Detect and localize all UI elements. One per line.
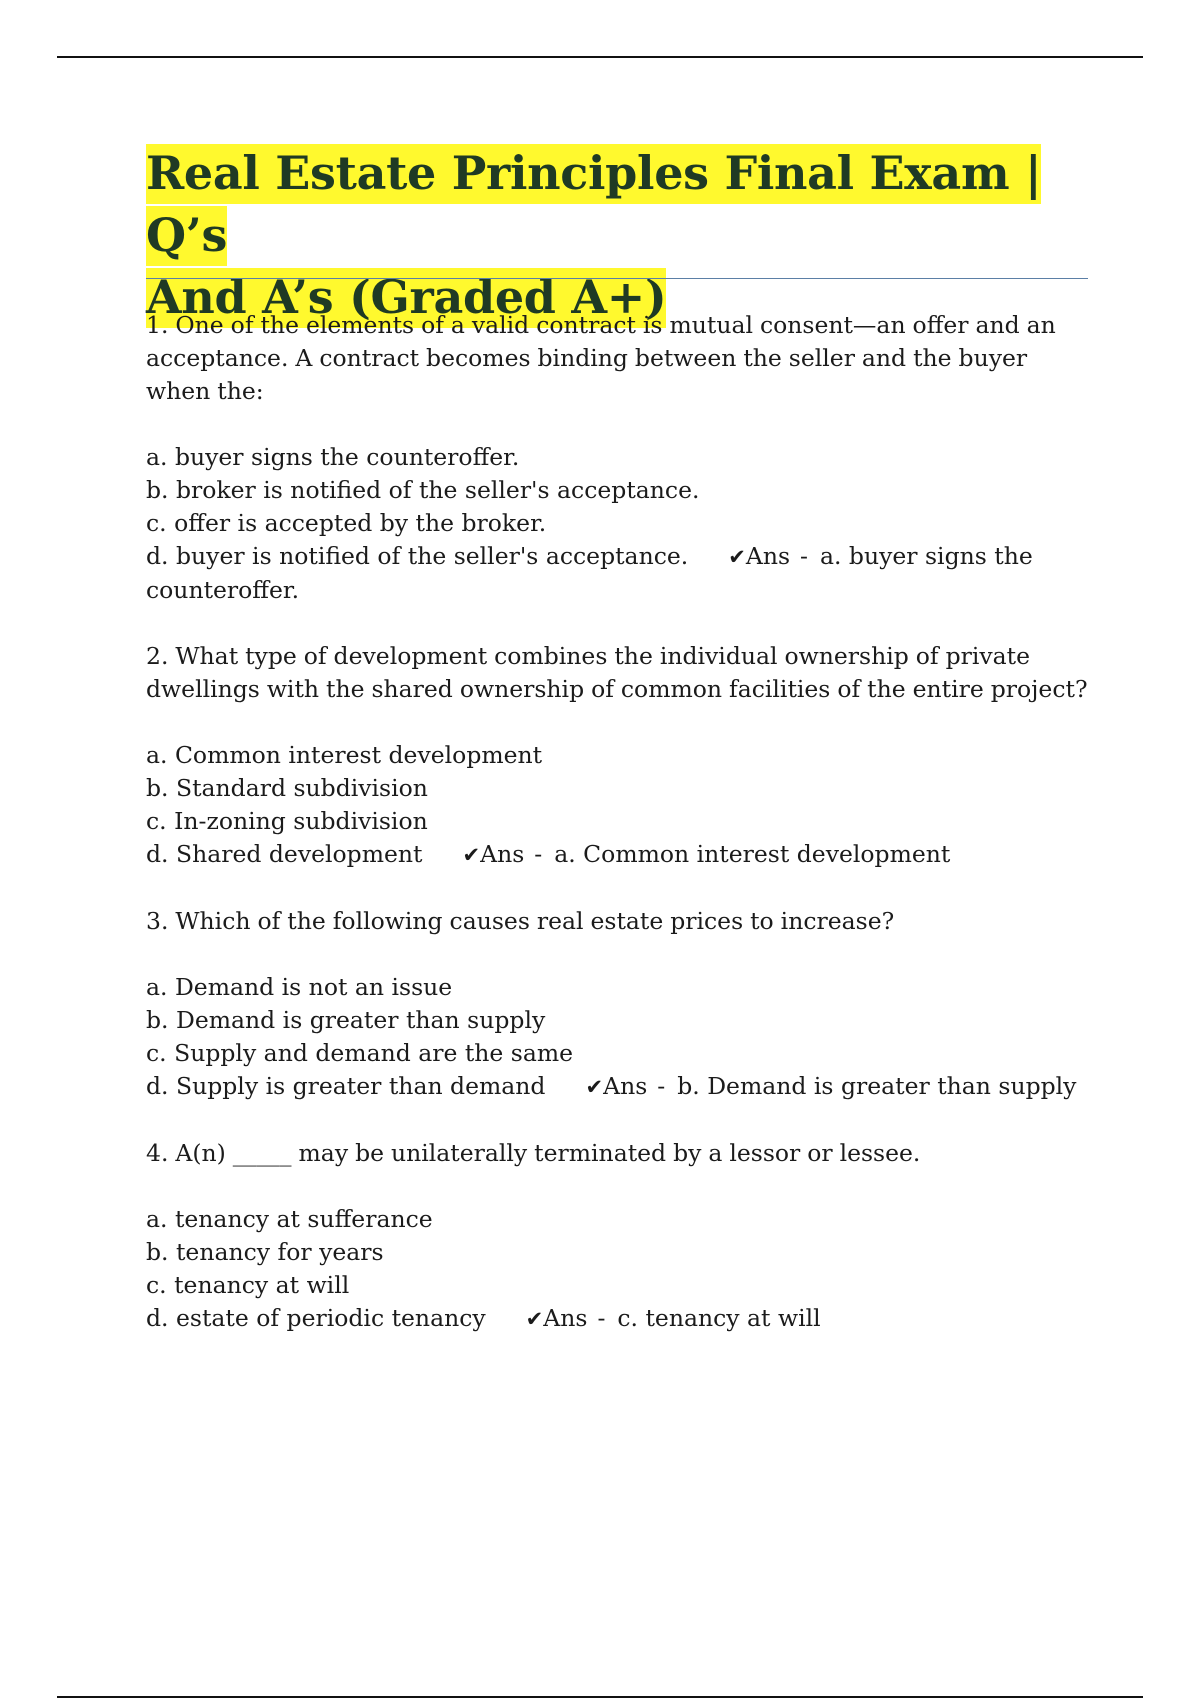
answer-dash: - (597, 1304, 606, 1332)
option-d-with-answer (146, 540, 1090, 607)
option-a: a. Common interest development (146, 741, 543, 769)
option-b: b. Demand is greater than supply (146, 1006, 546, 1034)
option-b: b. broker is notified of the seller's acceptance. (146, 476, 700, 504)
option-b: b. Standard subdivision (146, 774, 428, 802)
answer-dash: - (534, 840, 543, 868)
answer-text: a. buyer signs the counteroffer. (146, 542, 1033, 604)
question-text: 2. What type of development combines the individual ownership of private dwellings with the shared ownership of common facilities of the entire project? (146, 642, 1088, 703)
check-icon: ✔ (585, 1075, 604, 1099)
answer-text: b. Demand is greater than supply (677, 1072, 1077, 1100)
title-line-1: Real Estate Principles Final Exam | Q’s (146, 144, 1041, 266)
question-text: 1. One of the elements of a valid contract is mutual consent—an offer and an acceptance. A contract becomes binding between the seller and the buyer when the: (146, 311, 1056, 405)
answer-text: a. Common interest development (554, 840, 951, 868)
question-3 (146, 905, 1090, 1104)
option-b: b. tenancy for years (146, 1238, 384, 1266)
option-d: d. Supply is greater than demand (146, 1072, 546, 1100)
option-c: c. offer is accepted by the broker. (146, 509, 547, 537)
option-a: a. buyer signs the counteroffer. (146, 443, 520, 471)
option-a: a. tenancy at sufferance (146, 1205, 433, 1233)
answer-label: Ans (480, 840, 525, 868)
answer-label: Ans (603, 1072, 648, 1100)
answer-text: c. tenancy at will (617, 1304, 821, 1332)
page-top-rule (57, 56, 1143, 58)
question-text: 4. A(n) _____ may be unilaterally terminated by a lessor or lessee. (146, 1139, 921, 1167)
option-d: d. estate of periodic tenancy (146, 1304, 486, 1332)
title-underline (146, 278, 1088, 279)
option-c: c. tenancy at will (146, 1271, 350, 1299)
question-2 (146, 640, 1090, 872)
answer-dash: - (657, 1072, 666, 1100)
answer-dash: - (800, 542, 808, 570)
check-icon: ✔ (728, 545, 746, 569)
option-d: d. buyer is notified of the seller's acceptance. (146, 542, 689, 570)
question-list (146, 309, 1090, 1369)
option-c: c. In-zoning subdivision (146, 807, 428, 835)
page-bottom-rule (57, 1696, 1143, 1698)
option-d-with-answer (146, 838, 1090, 872)
question-1 (146, 309, 1090, 607)
title-block (146, 142, 1090, 328)
check-icon: ✔ (462, 843, 481, 867)
option-d: d. Shared development (146, 840, 423, 868)
question-4 (146, 1137, 1090, 1336)
check-icon: ✔ (525, 1307, 544, 1331)
option-c: c. Supply and demand are the same (146, 1039, 574, 1067)
question-text: 3. Which of the following causes real estate prices to increase? (146, 907, 895, 935)
option-d-with-answer (146, 1070, 1090, 1104)
title-line-2: And A’s (Graded A+) (146, 268, 666, 328)
answer-label: Ans (543, 1304, 588, 1332)
option-a: a. Demand is not an issue (146, 973, 453, 1001)
document-title (146, 142, 1090, 328)
option-d-with-answer (146, 1302, 1090, 1336)
answer-label: Ans (745, 542, 791, 570)
